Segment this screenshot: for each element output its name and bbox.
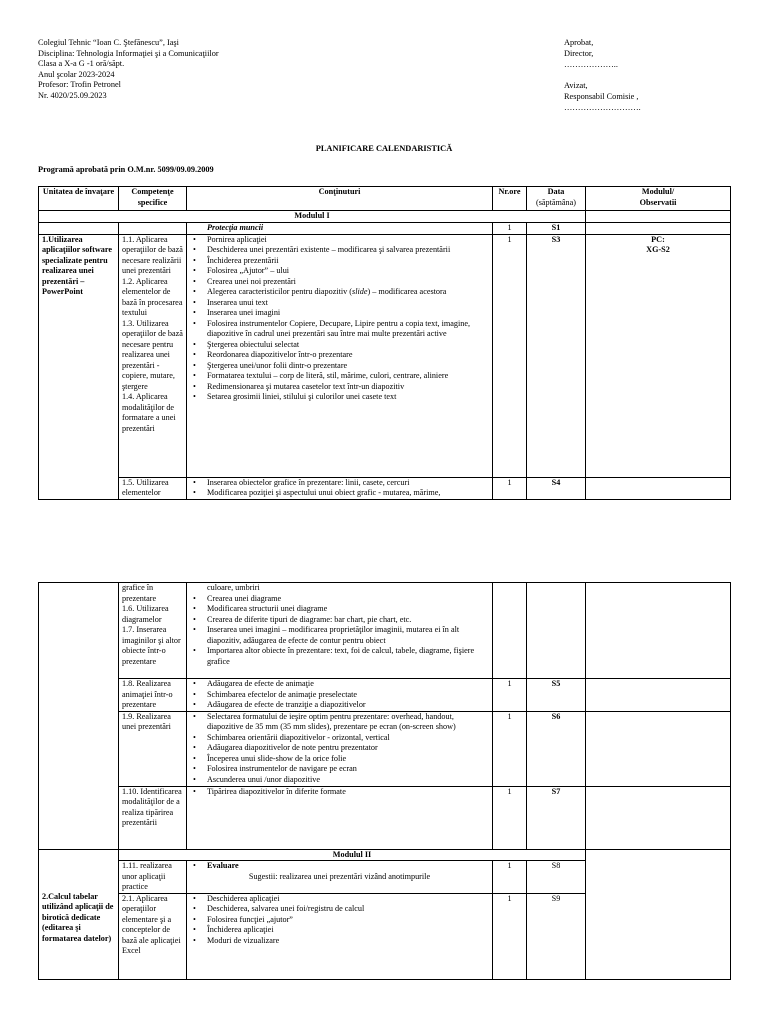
list-item: • Importarea altor obiecte în prezentare: text, foi de calcul, tabele, diagrame, fişiere grafice: [207, 646, 489, 667]
competence-item: 1.6. Utilizarea diagramelor: [122, 604, 169, 624]
header-hours: Nr.ore: [493, 187, 527, 211]
competences-cell: [119, 711, 187, 786]
list-item: • Pornirea aplicaţiei: [207, 235, 489, 246]
week-cell: S3: [527, 234, 586, 477]
week-cell: S9: [527, 893, 586, 979]
contents-list: [190, 478, 489, 499]
contents-list: [190, 787, 489, 798]
director-label: Director,: [564, 48, 594, 58]
contents-cell: [187, 477, 493, 499]
week-cell: S8: [527, 861, 586, 894]
discipline: Disciplina: Tehnologia Informaţiei şi a Comunicaţiilor: [38, 48, 219, 58]
approved-label: Aprobat,: [564, 38, 594, 47]
list-item: • Schimbarea efectelor de animaţie preselectate: [207, 690, 489, 701]
observations-cell: [586, 211, 731, 223]
committee-signature-line: ……………………….: [564, 102, 641, 112]
contents-list: [190, 679, 489, 711]
table-header-row: [39, 187, 731, 211]
list-item: • Tipărirea diapozitivelor în diferite formate: [207, 787, 489, 798]
week-cell: S6: [527, 711, 586, 786]
contents-list: [190, 894, 489, 947]
list-item: • Inserarea obiectelor grafice în prezentare: linii, casete, cercuri: [207, 478, 489, 489]
competence-item: 1.11. realizarea unor aplicaţii practice: [122, 861, 172, 891]
hours-cell: 1: [493, 861, 527, 894]
observations-cell: [586, 711, 731, 786]
unit-cell: [39, 223, 119, 235]
list-item: • Ştergerea obiectului selectat: [207, 340, 489, 351]
competences-cell: [119, 893, 187, 979]
list-item: • Închiderea aplicaţiei: [207, 925, 489, 936]
director-signature-line: ………………..: [564, 59, 618, 69]
list-item: • Adăugarea de efecte de tranziţie a diapozitivelor: [207, 700, 489, 711]
list-item: • Crearea unei noi prezentări: [207, 277, 489, 288]
school-info-block: [38, 38, 219, 102]
observations-cell: [586, 477, 731, 499]
header-observations-label: Observatii: [639, 197, 677, 207]
list-item: • Selectarea formatului de ieşire optim pentru prezentare: overhead, handout, diapozitive de 35 mm (35 mm slides), prezentare pe ecran (on-screen show): [207, 712, 489, 733]
contents-cell: [187, 893, 493, 979]
contents-list: [190, 235, 489, 403]
registration-number: Nr. 4020/25.09.2023: [38, 90, 107, 100]
contents-cell: [187, 861, 493, 894]
module-row: [39, 211, 731, 223]
list-item: • Deschiderea aplicaţiei: [207, 894, 489, 905]
evaluation-label: Evaluare: [207, 861, 239, 870]
competence-item: 2.1. Aplicarea operaţiilor elementare şi a conceptelor de bază ale aplicaţiei Excel: [122, 893, 181, 955]
contents-cell: [187, 786, 493, 849]
observations-cell: [586, 234, 731, 477]
list-item: • Folosirea instrumentelor Copiere, Decupare, Lipire pentru a copia text, imagine, diapozitive în cadrul unei prezentări sau între mai multe prezentări active: [207, 319, 489, 340]
competences-cell: [119, 234, 187, 477]
table-row: [39, 679, 731, 712]
hours-cell: 1: [493, 711, 527, 786]
hours-cell: 1: [493, 786, 527, 849]
competence-item: 1.4. Aplicarea modalităţilor de formatare a unei prezentări: [122, 392, 176, 433]
contents-cell: [187, 679, 493, 712]
list-item: • Începerea unui slide-show de la orice folie: [207, 754, 489, 765]
table-row: [39, 786, 731, 849]
competence-item: 1.8. Realizarea animaţiei într-o prezentare: [122, 679, 173, 709]
list-item-italic: slide: [352, 287, 368, 296]
competence-item: 1.7. Inserarea imaginilor şi altor obiecte într-o prezentare: [122, 625, 181, 666]
list-item-text: Alegerea caracteristicilor pentru diapozitiv (: [207, 287, 353, 296]
week-cell: S7: [527, 786, 586, 849]
school-name: Colegiul Tehnic “Ioan C. Ştefănescu”, Iaşi: [38, 38, 179, 47]
contents-list: [190, 594, 489, 668]
contents-continuation: culoare, umbriri: [207, 583, 260, 592]
learning-unit-1: 1.Utilizarea aplicaţiilor software specializate pentru realizarea unei prezentări – PowerPoint: [39, 234, 119, 499]
competences-cell: [119, 477, 187, 499]
list-item: • Moduri de vizualizare: [207, 936, 489, 947]
competences-cell: [119, 679, 187, 712]
list-item: • Redimensionarea şi mutarea casetelor text într-un diapozitiv: [207, 382, 489, 393]
contents-cell: [187, 711, 493, 786]
list-item: • Modificarea structurii unei diagrame: [207, 604, 489, 615]
competence-item: 1.5. Utilizarea elementelor: [122, 477, 169, 497]
school-year: Anul şcolar 2023-2024: [38, 69, 115, 79]
list-item: • Folosirea instrumentelor de navigare pe ecran: [207, 764, 489, 775]
unit-cell: [39, 583, 119, 850]
table-row: [39, 583, 731, 679]
hours-cell: 1: [493, 234, 527, 477]
competences-cell: [119, 583, 187, 679]
list-item: • Deschiderea, salvarea unei foi/registru de calcul: [207, 904, 489, 915]
table-row: [39, 711, 731, 786]
competences-cell: [119, 861, 187, 894]
planning-table-page-2: [38, 582, 731, 980]
contents-list: [190, 861, 489, 872]
header-module-label: Modulul/: [641, 187, 675, 196]
week-cell: S4: [527, 477, 586, 499]
planning-table-page-1: [38, 186, 731, 500]
list-item: • Reordonarea diapozitivelor într-o prezentare: [207, 350, 489, 361]
list-item: • Setarea grosimii liniei, stilului şi culorilor unei casete text: [207, 392, 489, 403]
week-cell: [527, 583, 586, 679]
list-item: • Modificarea poziţiei şi aspectului unui obiect grafic - mutarea, mărime,: [207, 488, 489, 499]
list-item: [207, 861, 489, 872]
header-date-label: Data: [547, 187, 565, 196]
hours-cell: 1: [493, 679, 527, 712]
competence-item: 1.10. Identificarea modalităţilor de a realiza tipărirea prezentării: [122, 786, 182, 827]
header-competences: Competenţe specifice: [119, 187, 187, 211]
list-item: • Ştergerea unei/unor folii dintr-o prezentare: [207, 361, 489, 372]
committee-label: Responsabil Comisie ,: [564, 91, 639, 101]
module-1-label: Modulul I: [39, 211, 586, 223]
list-item: • Adăugarea de efecte de animaţie: [207, 679, 489, 690]
list-item: • Crearea de diferite tipuri de diagrame: bar chart, pie chart, etc.: [207, 615, 489, 626]
hours-cell: [493, 583, 527, 679]
observation-line: XG-S2: [646, 245, 670, 254]
contents-cell: [187, 583, 493, 679]
list-item-text: ) – modificarea acestora: [367, 287, 447, 296]
contents-cell: [187, 223, 493, 235]
contents-list: [190, 712, 489, 786]
list-item: • Adăugarea diapozitivelor de note pentru prezentator: [207, 743, 489, 754]
module-2-label: Modulul II: [119, 849, 586, 861]
list-item: • Schimbarea orientării diapozitivelor - orizontal, vertical: [207, 733, 489, 744]
header-module: [586, 187, 731, 211]
list-item: • Inserarea unei imagini – modificarea proprietăţilor imaginii, mutarea ei în alt diapozitiv, adăugarea de efecte de contur pentru obiect: [207, 625, 489, 646]
table-row: [39, 477, 731, 499]
list-item: • Formatarea textului – corp de literă, stil, mărime, culori, centrare, aliniere: [207, 371, 489, 382]
contents-cell: [187, 234, 493, 477]
competences-cell: [119, 786, 187, 849]
header-date-sub: (săptămâna): [535, 197, 576, 207]
competence-item: 1.2. Aplicarea elementelor de bază în procesarea textului: [122, 276, 183, 317]
spacer: [564, 70, 641, 81]
list-item: • Închiderea prezentării: [207, 256, 489, 267]
safety-topic: Protecţia muncii: [207, 223, 264, 232]
evaluation-suggestion: Sugestii: realizarea unei prezentări vizând anotimpurile: [248, 871, 431, 881]
table-row: [39, 234, 731, 477]
endorsed-label: Avizat,: [564, 81, 588, 91]
table-row: [39, 223, 731, 235]
competence-item: 1.3. Utilizarea operaţiilor de bază necesare pentru realizarea unei prezentări - copiere, mutare, ştergere: [122, 318, 183, 391]
list-item: • Folosirea funcţiei „ajutor”: [207, 915, 489, 926]
observations-cell: [586, 786, 731, 849]
week-cell: S5: [527, 679, 586, 712]
list-item: [207, 287, 489, 298]
list-item: • Inserarea unei imagini: [207, 308, 489, 319]
list-item: • Ascunderea unui /unor diapozitive: [207, 775, 489, 786]
header-date: [527, 187, 586, 211]
list-item: • Folosirea „Ajutor” – ului: [207, 266, 489, 277]
program-approval: Programă aprobată prin O.M.nr. 5099/09.09.2009: [38, 165, 214, 174]
observations-cell: [586, 679, 731, 712]
hours-cell: 1: [493, 477, 527, 499]
learning-unit-2: 2.Calcul tabelar utilizând aplicaţii de birotică dedicate (editarea şi formatarea datelor): [39, 849, 119, 979]
teacher: Profesor: Trofin Petronel: [38, 80, 121, 90]
class-info: Clasa a X-a G -1 oră/săpt.: [38, 59, 125, 69]
observations-cell: [586, 849, 731, 979]
header-unit: Unitatea de învaţare: [39, 187, 119, 211]
hours-cell: 1: [493, 893, 527, 979]
observations-cell: [586, 223, 731, 235]
module-row: [39, 849, 731, 861]
observations-cell: [586, 583, 731, 679]
list-item: • Crearea unei diagrame: [207, 594, 489, 605]
approval-block: [564, 38, 641, 114]
week-cell: S1: [527, 223, 586, 235]
document-title: PLANIFICARE CALENDARISTICĂ: [315, 144, 453, 153]
competence-item: 1.9. Realizarea unei prezentări: [122, 711, 171, 731]
competence-item: grafice în prezentare: [122, 583, 157, 603]
hours-cell: 1: [493, 223, 527, 235]
list-item: • Deschiderea unei prezentări existente – modificarea şi salvarea prezentării: [207, 245, 489, 256]
competence-item: 1.1. Aplicarea operaţiilor de bază necesare realizării unei prezentări: [122, 234, 183, 275]
observation-line: PC:: [651, 234, 665, 244]
header-contents: Conţinuturi: [187, 187, 493, 211]
list-item: • Inserarea unui text: [207, 298, 489, 309]
competences-cell: [119, 223, 187, 235]
